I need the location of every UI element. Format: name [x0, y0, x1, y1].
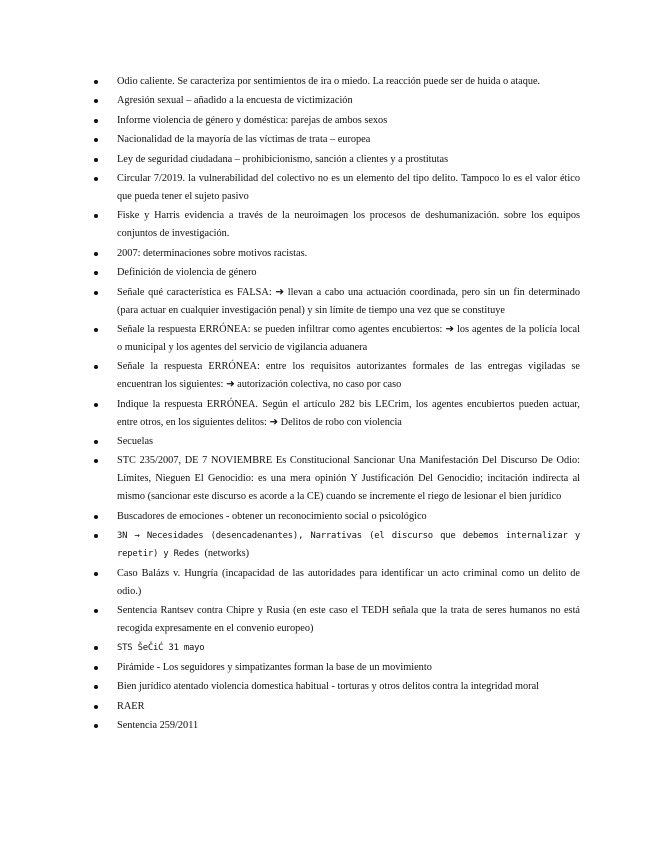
bullet-icon: [94, 291, 98, 295]
list-item: [94, 170, 580, 206]
bullet-list: [94, 73, 580, 736]
list-item-text: Nacionalidad de la mayoría de las víctimas de trata – europea: [117, 134, 371, 146]
bullet-icon: [94, 666, 98, 670]
bullet-icon: [94, 328, 98, 332]
list-item-text: Definición de violencia de género: [117, 267, 257, 279]
list-item: [94, 245, 580, 263]
bullet-icon: [94, 80, 98, 84]
list-item-text: STC 235/2007, DE 7 NOVIEMBRE Es Constitucional Sancionar Una Manifestación Del Discurso De Odio: Límites, Nieguen El Genocidio: es una mera opinión Y Justificación Del Genocidio; incitación indirecta al mismo (sancionar este discurso es acorde a la CE) cuando se incremente el riego de lesionar el bien jurídico: [117, 455, 580, 503]
list-item-text: RAER: [117, 700, 145, 712]
bullet-icon: [94, 685, 98, 689]
bullet-icon: [94, 572, 98, 576]
bullet-icon: [94, 214, 98, 218]
bullet-icon: [94, 440, 98, 444]
bullet-icon: [94, 177, 98, 181]
list-item-text-tail: (networks): [204, 548, 250, 560]
list-item-text: Bien jurídico atentado violencia domestica habitual - torturas y otros delitos contra la integridad moral: [117, 681, 540, 693]
list-item-text: Señale la respuesta ERRÓNEA: entre los requisitos autorizantes formales de las entregas vigiladas se encuentran los siguientes: ➜ autorización colectiva, no caso por caso: [117, 361, 580, 391]
list-item: [94, 358, 580, 394]
list-item: [94, 151, 580, 169]
bullet-icon: [94, 158, 98, 162]
list-item: [94, 433, 580, 451]
list-item: [94, 112, 580, 130]
list-item: [94, 396, 580, 432]
list-item-text: Ley de seguridad ciudadana – prohibicionismo, sanción a clientes y a prostitutas: [117, 153, 449, 165]
list-item-text: Odio caliente. Se caracteriza por sentimientos de ira o miedo. La reacción puede ser de huida o ataque.: [117, 76, 541, 87]
bullet-icon: [94, 99, 98, 103]
list-item-text: 3N → Necesidades (desencadenantes), Narrativas (el discurso que debemos internalizar y repetir) y Redes: [117, 531, 580, 560]
bullet-icon: [94, 724, 98, 728]
list-item-sts: [94, 639, 580, 657]
list-item-text: STS ŠeČiĆ 31 mayo: [117, 643, 205, 654]
bullet-icon: [94, 534, 98, 538]
list-item: [94, 92, 580, 110]
list-item: [94, 698, 580, 716]
bullet-icon: [94, 609, 98, 613]
list-item-text: Agresión sexual – añadido a la encuesta de victimización: [117, 95, 353, 107]
bullet-icon: [94, 403, 98, 407]
list-item: [94, 717, 580, 735]
list-item: [94, 565, 580, 601]
bullet-icon: [94, 119, 98, 123]
list-item-text: Sentencia Rantsev contra Chipre y Rusia (en este caso el TEDH señala que la trata de seres humanos no está recogida expresamente en el convenio europeo): [117, 605, 580, 635]
bullet-icon: [94, 138, 98, 142]
list-item-text: Señale qué característica es FALSA: ➜ llevan a cabo una actuación coordinada, pero sin un fin determinado (para actuar en cualquier investigación penal) y sin límite de tiempo una vez que se constituye: [117, 286, 580, 316]
bullet-icon: [94, 252, 98, 256]
list-item-text: Señale la respuesta ERRÓNEA: se pueden infiltrar como agentes encubiertos: ➜ los agentes de la policía local o municipal y los agentes del servicio de vigilancia aduanera: [117, 323, 580, 353]
list-item: [94, 321, 580, 357]
list-item-text: Fiske y Harris evidencia a través de la neuroimagen los procesos de deshumanización. sobre los equipos conjuntos de investigación.: [117, 210, 580, 240]
list-item-text: Pirámide - Los seguidores y simpatizantes forman la base de un movimiento: [117, 661, 432, 673]
bullet-icon: [94, 705, 98, 709]
list-item-text: Informe violencia de género y doméstica: parejas de ambos sexos: [117, 114, 388, 126]
list-item: [94, 284, 580, 320]
list-item: [94, 659, 580, 677]
list-item: [94, 678, 580, 696]
list-item-3n: [94, 527, 580, 563]
list-item-text: Caso Balázs v. Hungría (incapacidad de las autoridades para identificar un acto criminal como un delito de odio.): [117, 567, 580, 597]
list-item: [94, 207, 580, 243]
list-item: [94, 508, 580, 526]
bullet-icon: [94, 271, 98, 275]
bullet-icon: [94, 459, 98, 463]
list-item-text: Buscadores de emociones - obtener un reconocimiento social o psicológico: [117, 510, 427, 522]
list-item-text: Circular 7/2019. la vulnerabilidad del colectivo no es un elemento del tipo delito. Tampoco lo es el valor ético que pueda tener el sujeto pasivo: [117, 172, 580, 202]
list-item: [94, 264, 580, 282]
list-item: [94, 602, 580, 638]
list-item-text: Sentencia 259/2011: [117, 719, 199, 731]
bullet-icon: [94, 515, 98, 519]
list-item: [94, 73, 580, 91]
list-item: [94, 452, 580, 506]
list-item: [94, 131, 580, 149]
bullet-icon: [94, 646, 98, 650]
bullet-icon: [94, 365, 98, 369]
list-item-text: Indique la respuesta ERRÓNEA. Según el artículo 282 bis LECrim, los agentes encubiertos pueden actuar, entre otros, en los siguientes delitos: ➜ Delitos de robo con violencia: [117, 398, 580, 428]
list-item-text: Secuelas: [117, 436, 154, 448]
list-item-text: 2007: determinaciones sobre motivos racistas.: [117, 247, 308, 259]
